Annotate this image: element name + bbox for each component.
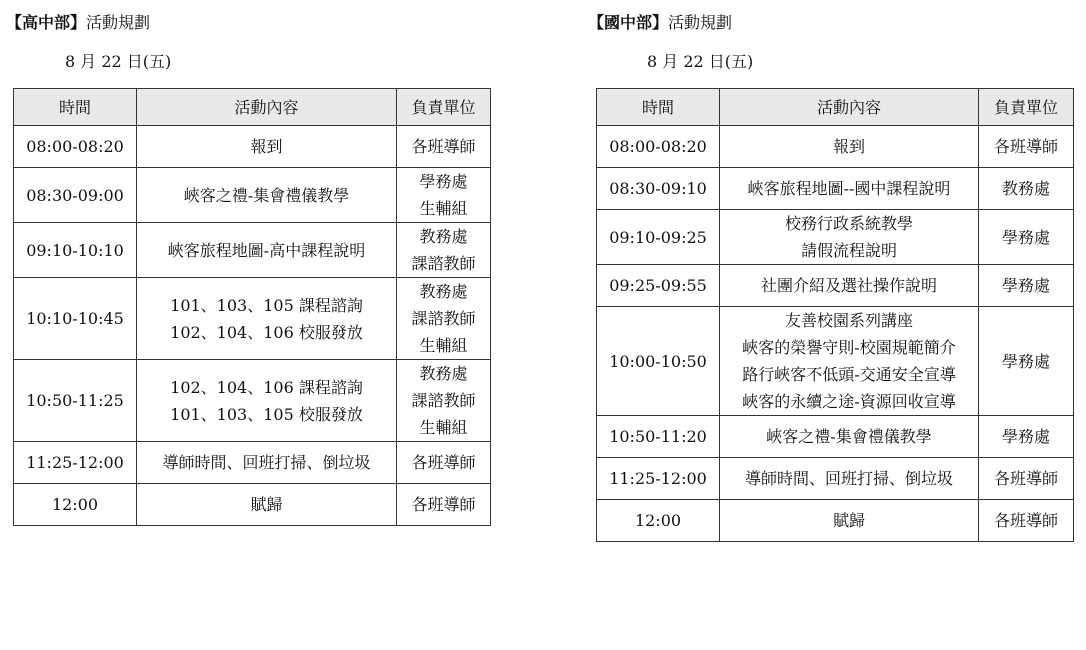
unit-cell bbox=[397, 442, 491, 484]
activity-cell bbox=[720, 307, 979, 416]
activity-cell bbox=[720, 126, 979, 168]
unit-line: 各班導師 bbox=[993, 511, 1058, 530]
header-activity: 活動內容 bbox=[720, 89, 979, 126]
header-time: 時間 bbox=[597, 89, 720, 126]
table-row bbox=[14, 442, 491, 484]
activity-line: 報到 bbox=[250, 137, 283, 156]
time-cell: 10:50-11:20 bbox=[597, 416, 720, 458]
time-cell: 08:00-08:20 bbox=[597, 126, 720, 168]
activity-line: 峽客的永續之途-資源回收宣導 bbox=[742, 392, 956, 411]
activity-line: 導師時間、回班打掃、倒垃圾 bbox=[162, 453, 371, 472]
unit-line: 學務處 bbox=[1001, 351, 1050, 371]
activity-line: 導師時間、回班打掃、倒垃圾 bbox=[744, 469, 953, 488]
dept-name: 國中部 bbox=[604, 13, 653, 32]
unit-cell bbox=[397, 360, 491, 442]
table-header-row bbox=[14, 89, 491, 126]
activity-line: 賦歸 bbox=[832, 511, 865, 530]
table-row bbox=[14, 484, 491, 526]
header-unit: 負責單位 bbox=[397, 89, 491, 126]
unit-line: 學務處 bbox=[1001, 427, 1050, 446]
activity-cell bbox=[137, 168, 397, 223]
activity-line: 路行峽客不低頭-交通安全宣導 bbox=[742, 365, 956, 384]
dept-name: 高中部 bbox=[22, 13, 71, 32]
unit-line: 學務處 bbox=[1001, 276, 1050, 295]
activity-cell bbox=[720, 168, 979, 210]
activity-cell bbox=[137, 442, 397, 484]
table-row bbox=[597, 210, 1074, 265]
unit-line: 教務處 bbox=[419, 282, 468, 301]
table-row bbox=[14, 168, 491, 223]
activity-line: 報到 bbox=[832, 137, 865, 156]
unit-line: 生輔組 bbox=[419, 199, 468, 218]
unit-line: 生輔組 bbox=[419, 418, 468, 437]
activity-line: 社團介紹及選社操作說明 bbox=[760, 276, 937, 295]
table-row bbox=[597, 126, 1074, 168]
time-cell: 08:00-08:20 bbox=[14, 126, 137, 168]
time-cell: 09:25-09:55 bbox=[597, 265, 720, 307]
activity-cell bbox=[137, 484, 397, 526]
unit-line: 各班導師 bbox=[411, 453, 476, 472]
time-cell: 09:10-10:10 bbox=[14, 223, 137, 278]
event-date: 8 月 22 日(五) bbox=[65, 52, 172, 71]
table-header-row bbox=[597, 89, 1074, 126]
activity-line: 102、104、106 課程諮詢 bbox=[170, 377, 363, 397]
unit-cell bbox=[979, 500, 1074, 542]
time-cell: 12:00 bbox=[597, 500, 720, 542]
unit-cell bbox=[397, 168, 491, 223]
activity-cell bbox=[720, 416, 979, 458]
activity-line: 101、103、105 課程諮詢 bbox=[170, 295, 363, 315]
unit-cell bbox=[979, 265, 1074, 307]
senior-high-panel bbox=[6, 0, 496, 540]
activity-cell bbox=[137, 278, 397, 360]
table-row bbox=[597, 265, 1074, 307]
table-row bbox=[597, 307, 1074, 416]
unit-line: 學務處 bbox=[419, 172, 468, 191]
unit-line: 教務處 bbox=[419, 364, 468, 383]
time-cell: 11:25-12:00 bbox=[14, 442, 137, 484]
table-row bbox=[14, 360, 491, 442]
unit-line: 課諮教師 bbox=[411, 309, 476, 328]
activity-cell bbox=[137, 126, 397, 168]
unit-line: 各班導師 bbox=[411, 495, 476, 514]
activity-cell bbox=[720, 458, 979, 500]
event-date: 8 月 22 日(五) bbox=[647, 52, 754, 71]
senior-high-heading: 【高中部】活動規劃 bbox=[6, 13, 151, 32]
table-row bbox=[597, 168, 1074, 210]
activity-cell bbox=[720, 210, 979, 265]
unit-cell bbox=[979, 168, 1074, 210]
time-cell: 09:10-09:25 bbox=[597, 210, 720, 265]
heading-title: 活動規劃 bbox=[86, 13, 151, 32]
activity-line: 峽客旅程地圖-高中課程說明 bbox=[167, 240, 366, 260]
time-cell: 12:00 bbox=[14, 484, 137, 526]
unit-cell bbox=[979, 126, 1074, 168]
unit-cell bbox=[397, 484, 491, 526]
junior-high-panel bbox=[588, 0, 1078, 560]
unit-line: 教務處 bbox=[1001, 179, 1050, 198]
unit-cell bbox=[979, 458, 1074, 500]
unit-cell bbox=[979, 210, 1074, 265]
activity-line: 峽客之禮-集會禮儀教學 bbox=[766, 427, 932, 446]
time-cell: 10:10-10:45 bbox=[14, 278, 137, 360]
time-cell: 10:50-11:25 bbox=[14, 360, 137, 442]
activity-cell bbox=[720, 500, 979, 542]
header-activity: 活動內容 bbox=[137, 89, 397, 126]
activity-cell bbox=[137, 360, 397, 442]
activity-line: 102、104、106 校服發放 bbox=[170, 322, 363, 342]
activity-line: 峽客旅程地圖--國中課程說明 bbox=[747, 179, 951, 198]
header-unit: 負責單位 bbox=[979, 89, 1074, 126]
unit-cell bbox=[397, 126, 491, 168]
table-row bbox=[14, 126, 491, 168]
unit-cell bbox=[397, 223, 491, 278]
activity-line: 校務行政系統教學 bbox=[784, 214, 913, 233]
junior-high-schedule-table bbox=[596, 88, 1074, 542]
table-row bbox=[597, 416, 1074, 458]
unit-line: 生輔組 bbox=[419, 336, 468, 355]
activity-line: 峽客之禮-集會禮儀教學 bbox=[183, 185, 350, 205]
activity-cell bbox=[137, 223, 397, 278]
unit-line: 課諮教師 bbox=[411, 254, 476, 273]
unit-line: 各班導師 bbox=[411, 137, 476, 156]
senior-high-schedule-table bbox=[13, 88, 491, 526]
unit-cell bbox=[979, 307, 1074, 416]
time-cell: 10:00-10:50 bbox=[597, 307, 720, 416]
table-row bbox=[597, 458, 1074, 500]
time-cell: 08:30-09:00 bbox=[14, 168, 137, 223]
unit-line: 各班導師 bbox=[993, 469, 1058, 488]
unit-cell bbox=[979, 416, 1074, 458]
unit-line: 各班導師 bbox=[993, 137, 1058, 156]
unit-cell bbox=[397, 278, 491, 360]
unit-line: 學務處 bbox=[1001, 227, 1050, 247]
unit-line: 課諮教師 bbox=[411, 391, 476, 410]
activity-line: 101、103、105 校服發放 bbox=[170, 404, 363, 424]
activity-line: 請假流程說明 bbox=[800, 241, 897, 260]
table-row bbox=[14, 223, 491, 278]
activity-cell bbox=[720, 265, 979, 307]
heading-title: 活動規劃 bbox=[668, 13, 733, 32]
time-cell: 08:30-09:10 bbox=[597, 168, 720, 210]
time-cell: 11:25-12:00 bbox=[597, 458, 720, 500]
header-time: 時間 bbox=[14, 89, 137, 126]
activity-line: 友善校園系列講座 bbox=[784, 311, 913, 330]
table-row bbox=[597, 500, 1074, 542]
activity-line: 峽客的榮譽守則-校園規範簡介 bbox=[742, 338, 956, 357]
activity-line: 賦歸 bbox=[250, 495, 283, 514]
unit-line: 教務處 bbox=[419, 227, 468, 246]
junior-high-heading: 【國中部】活動規劃 bbox=[588, 13, 733, 32]
table-row bbox=[14, 278, 491, 360]
